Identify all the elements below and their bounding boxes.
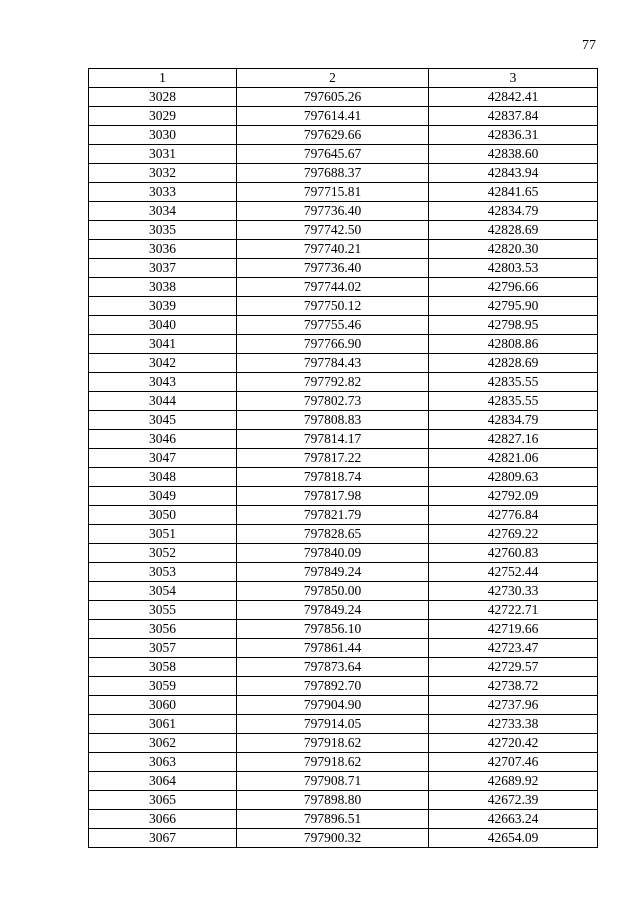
- y-coordinate-cell: 42737.96: [429, 696, 598, 715]
- x-coordinate-cell: 797918.62: [237, 753, 429, 772]
- x-coordinate-cell: 797645.67: [237, 145, 429, 164]
- point-number-cell: 3040: [89, 316, 237, 335]
- x-coordinate-cell: 797849.24: [237, 563, 429, 582]
- point-number-cell: 3032: [89, 164, 237, 183]
- y-coordinate-cell: 42837.84: [429, 107, 598, 126]
- point-number-cell: 3046: [89, 430, 237, 449]
- x-coordinate-cell: 797755.46: [237, 316, 429, 335]
- point-number-cell: 3052: [89, 544, 237, 563]
- point-number-cell: 3057: [89, 639, 237, 658]
- x-coordinate-cell: 797873.64: [237, 658, 429, 677]
- y-coordinate-cell: 42834.79: [429, 411, 598, 430]
- x-coordinate-cell: 797892.70: [237, 677, 429, 696]
- table-row: [89, 335, 598, 354]
- x-coordinate-cell: 797736.40: [237, 202, 429, 221]
- x-coordinate-cell: 797898.80: [237, 791, 429, 810]
- column-header-3: 3: [429, 69, 598, 88]
- point-number-cell: 3049: [89, 487, 237, 506]
- x-coordinate-cell: 797715.81: [237, 183, 429, 202]
- y-coordinate-cell: 42827.16: [429, 430, 598, 449]
- y-coordinate-cell: 42719.66: [429, 620, 598, 639]
- point-number-cell: 3053: [89, 563, 237, 582]
- point-number-cell: 3028: [89, 88, 237, 107]
- table-row: [89, 430, 598, 449]
- y-coordinate-cell: 42834.79: [429, 202, 598, 221]
- table-row: [89, 354, 598, 373]
- y-coordinate-cell: 42760.83: [429, 544, 598, 563]
- table-row: [89, 449, 598, 468]
- point-number-cell: 3042: [89, 354, 237, 373]
- x-coordinate-cell: 797849.24: [237, 601, 429, 620]
- table-row: [89, 392, 598, 411]
- table-row: [89, 696, 598, 715]
- y-coordinate-cell: 42769.22: [429, 525, 598, 544]
- y-coordinate-cell: 42720.42: [429, 734, 598, 753]
- point-number-cell: 3055: [89, 601, 237, 620]
- table-row: [89, 620, 598, 639]
- point-number-cell: 3066: [89, 810, 237, 829]
- table-row: [89, 183, 598, 202]
- page-number: 77: [582, 38, 596, 53]
- y-coordinate-cell: 42808.86: [429, 335, 598, 354]
- y-coordinate-cell: 42803.53: [429, 259, 598, 278]
- table-row: [89, 107, 598, 126]
- x-coordinate-cell: 797802.73: [237, 392, 429, 411]
- y-coordinate-cell: 42843.94: [429, 164, 598, 183]
- table-row: [89, 772, 598, 791]
- x-coordinate-cell: 797840.09: [237, 544, 429, 563]
- point-number-cell: 3031: [89, 145, 237, 164]
- table-row: [89, 164, 598, 183]
- y-coordinate-cell: 42776.84: [429, 506, 598, 525]
- y-coordinate-cell: 42689.92: [429, 772, 598, 791]
- x-coordinate-cell: 797688.37: [237, 164, 429, 183]
- x-coordinate-cell: 797744.02: [237, 278, 429, 297]
- table-row: [89, 791, 598, 810]
- table-row: [89, 753, 598, 772]
- point-number-cell: 3038: [89, 278, 237, 297]
- x-coordinate-cell: 797784.43: [237, 354, 429, 373]
- y-coordinate-cell: 42792.09: [429, 487, 598, 506]
- x-coordinate-cell: 797817.98: [237, 487, 429, 506]
- point-number-cell: 3039: [89, 297, 237, 316]
- y-coordinate-cell: 42835.55: [429, 373, 598, 392]
- y-coordinate-cell: 42672.39: [429, 791, 598, 810]
- point-number-cell: 3041: [89, 335, 237, 354]
- y-coordinate-cell: 42821.06: [429, 449, 598, 468]
- x-coordinate-cell: 797821.79: [237, 506, 429, 525]
- x-coordinate-cell: 797861.44: [237, 639, 429, 658]
- point-number-cell: 3030: [89, 126, 237, 145]
- table-row: [89, 468, 598, 487]
- y-coordinate-cell: 42707.46: [429, 753, 598, 772]
- table-header-row: [89, 69, 598, 88]
- table-row: [89, 601, 598, 620]
- point-number-cell: 3044: [89, 392, 237, 411]
- table-row: [89, 582, 598, 601]
- point-number-cell: 3054: [89, 582, 237, 601]
- y-coordinate-cell: 42722.71: [429, 601, 598, 620]
- x-coordinate-cell: 797750.12: [237, 297, 429, 316]
- x-coordinate-cell: 797896.51: [237, 810, 429, 829]
- y-coordinate-cell: 42654.09: [429, 829, 598, 848]
- coordinates-table: [88, 68, 598, 848]
- table-row: [89, 563, 598, 582]
- table-row: [89, 259, 598, 278]
- point-number-cell: 3035: [89, 221, 237, 240]
- x-coordinate-cell: 797856.10: [237, 620, 429, 639]
- x-coordinate-cell: 797818.74: [237, 468, 429, 487]
- y-coordinate-cell: 42828.69: [429, 354, 598, 373]
- x-coordinate-cell: 797914.05: [237, 715, 429, 734]
- table-row: [89, 525, 598, 544]
- y-coordinate-cell: 42738.72: [429, 677, 598, 696]
- x-coordinate-cell: 797614.41: [237, 107, 429, 126]
- x-coordinate-cell: 797605.26: [237, 88, 429, 107]
- x-coordinate-cell: 797850.00: [237, 582, 429, 601]
- y-coordinate-cell: 42836.31: [429, 126, 598, 145]
- table-row: [89, 297, 598, 316]
- y-coordinate-cell: 42795.90: [429, 297, 598, 316]
- table-row: [89, 373, 598, 392]
- point-number-cell: 3050: [89, 506, 237, 525]
- y-coordinate-cell: 42663.24: [429, 810, 598, 829]
- y-coordinate-cell: 42798.95: [429, 316, 598, 335]
- table-row: [89, 639, 598, 658]
- table-row: [89, 278, 598, 297]
- x-coordinate-cell: 797904.90: [237, 696, 429, 715]
- point-number-cell: 3065: [89, 791, 237, 810]
- point-number-cell: 3067: [89, 829, 237, 848]
- table-row: [89, 88, 598, 107]
- point-number-cell: 3043: [89, 373, 237, 392]
- point-number-cell: 3060: [89, 696, 237, 715]
- y-coordinate-cell: 42729.57: [429, 658, 598, 677]
- table-row: [89, 126, 598, 145]
- y-coordinate-cell: 42842.41: [429, 88, 598, 107]
- table-row: [89, 506, 598, 525]
- table-row: [89, 316, 598, 335]
- table-row: [89, 544, 598, 563]
- point-number-cell: 3045: [89, 411, 237, 430]
- y-coordinate-cell: 42796.66: [429, 278, 598, 297]
- point-number-cell: 3048: [89, 468, 237, 487]
- table-row: [89, 734, 598, 753]
- x-coordinate-cell: 797828.65: [237, 525, 429, 544]
- table-row: [89, 202, 598, 221]
- point-number-cell: 3059: [89, 677, 237, 696]
- table-row: [89, 411, 598, 430]
- table-row: [89, 829, 598, 848]
- y-coordinate-cell: 42835.55: [429, 392, 598, 411]
- point-number-cell: 3058: [89, 658, 237, 677]
- column-header-1: 1: [89, 69, 237, 88]
- point-number-cell: 3036: [89, 240, 237, 259]
- table-row: [89, 145, 598, 164]
- y-coordinate-cell: 42809.63: [429, 468, 598, 487]
- x-coordinate-cell: 797814.17: [237, 430, 429, 449]
- y-coordinate-cell: 42841.65: [429, 183, 598, 202]
- point-number-cell: 3047: [89, 449, 237, 468]
- x-coordinate-cell: 797808.83: [237, 411, 429, 430]
- column-header-2: 2: [237, 69, 429, 88]
- table-row: [89, 487, 598, 506]
- table-row: [89, 810, 598, 829]
- point-number-cell: 3063: [89, 753, 237, 772]
- y-coordinate-cell: 42730.33: [429, 582, 598, 601]
- x-coordinate-cell: 797629.66: [237, 126, 429, 145]
- point-number-cell: 3056: [89, 620, 237, 639]
- x-coordinate-cell: 797908.71: [237, 772, 429, 791]
- point-number-cell: 3061: [89, 715, 237, 734]
- point-number-cell: 3051: [89, 525, 237, 544]
- y-coordinate-cell: 42733.38: [429, 715, 598, 734]
- x-coordinate-cell: 797742.50: [237, 221, 429, 240]
- point-number-cell: 3062: [89, 734, 237, 753]
- x-coordinate-cell: 797792.82: [237, 373, 429, 392]
- point-number-cell: 3064: [89, 772, 237, 791]
- point-number-cell: 3037: [89, 259, 237, 278]
- x-coordinate-cell: 797736.40: [237, 259, 429, 278]
- table-row: [89, 658, 598, 677]
- y-coordinate-cell: 42820.30: [429, 240, 598, 259]
- table-row: [89, 221, 598, 240]
- point-number-cell: 3029: [89, 107, 237, 126]
- table-row: [89, 715, 598, 734]
- x-coordinate-cell: 797766.90: [237, 335, 429, 354]
- table-body: [89, 88, 598, 848]
- x-coordinate-cell: 797740.21: [237, 240, 429, 259]
- y-coordinate-cell: 42752.44: [429, 563, 598, 582]
- y-coordinate-cell: 42838.60: [429, 145, 598, 164]
- table-row: [89, 677, 598, 696]
- x-coordinate-cell: 797900.32: [237, 829, 429, 848]
- point-number-cell: 3034: [89, 202, 237, 221]
- y-coordinate-cell: 42828.69: [429, 221, 598, 240]
- point-number-cell: 3033: [89, 183, 237, 202]
- x-coordinate-cell: 797918.62: [237, 734, 429, 753]
- x-coordinate-cell: 797817.22: [237, 449, 429, 468]
- y-coordinate-cell: 42723.47: [429, 639, 598, 658]
- table-row: [89, 240, 598, 259]
